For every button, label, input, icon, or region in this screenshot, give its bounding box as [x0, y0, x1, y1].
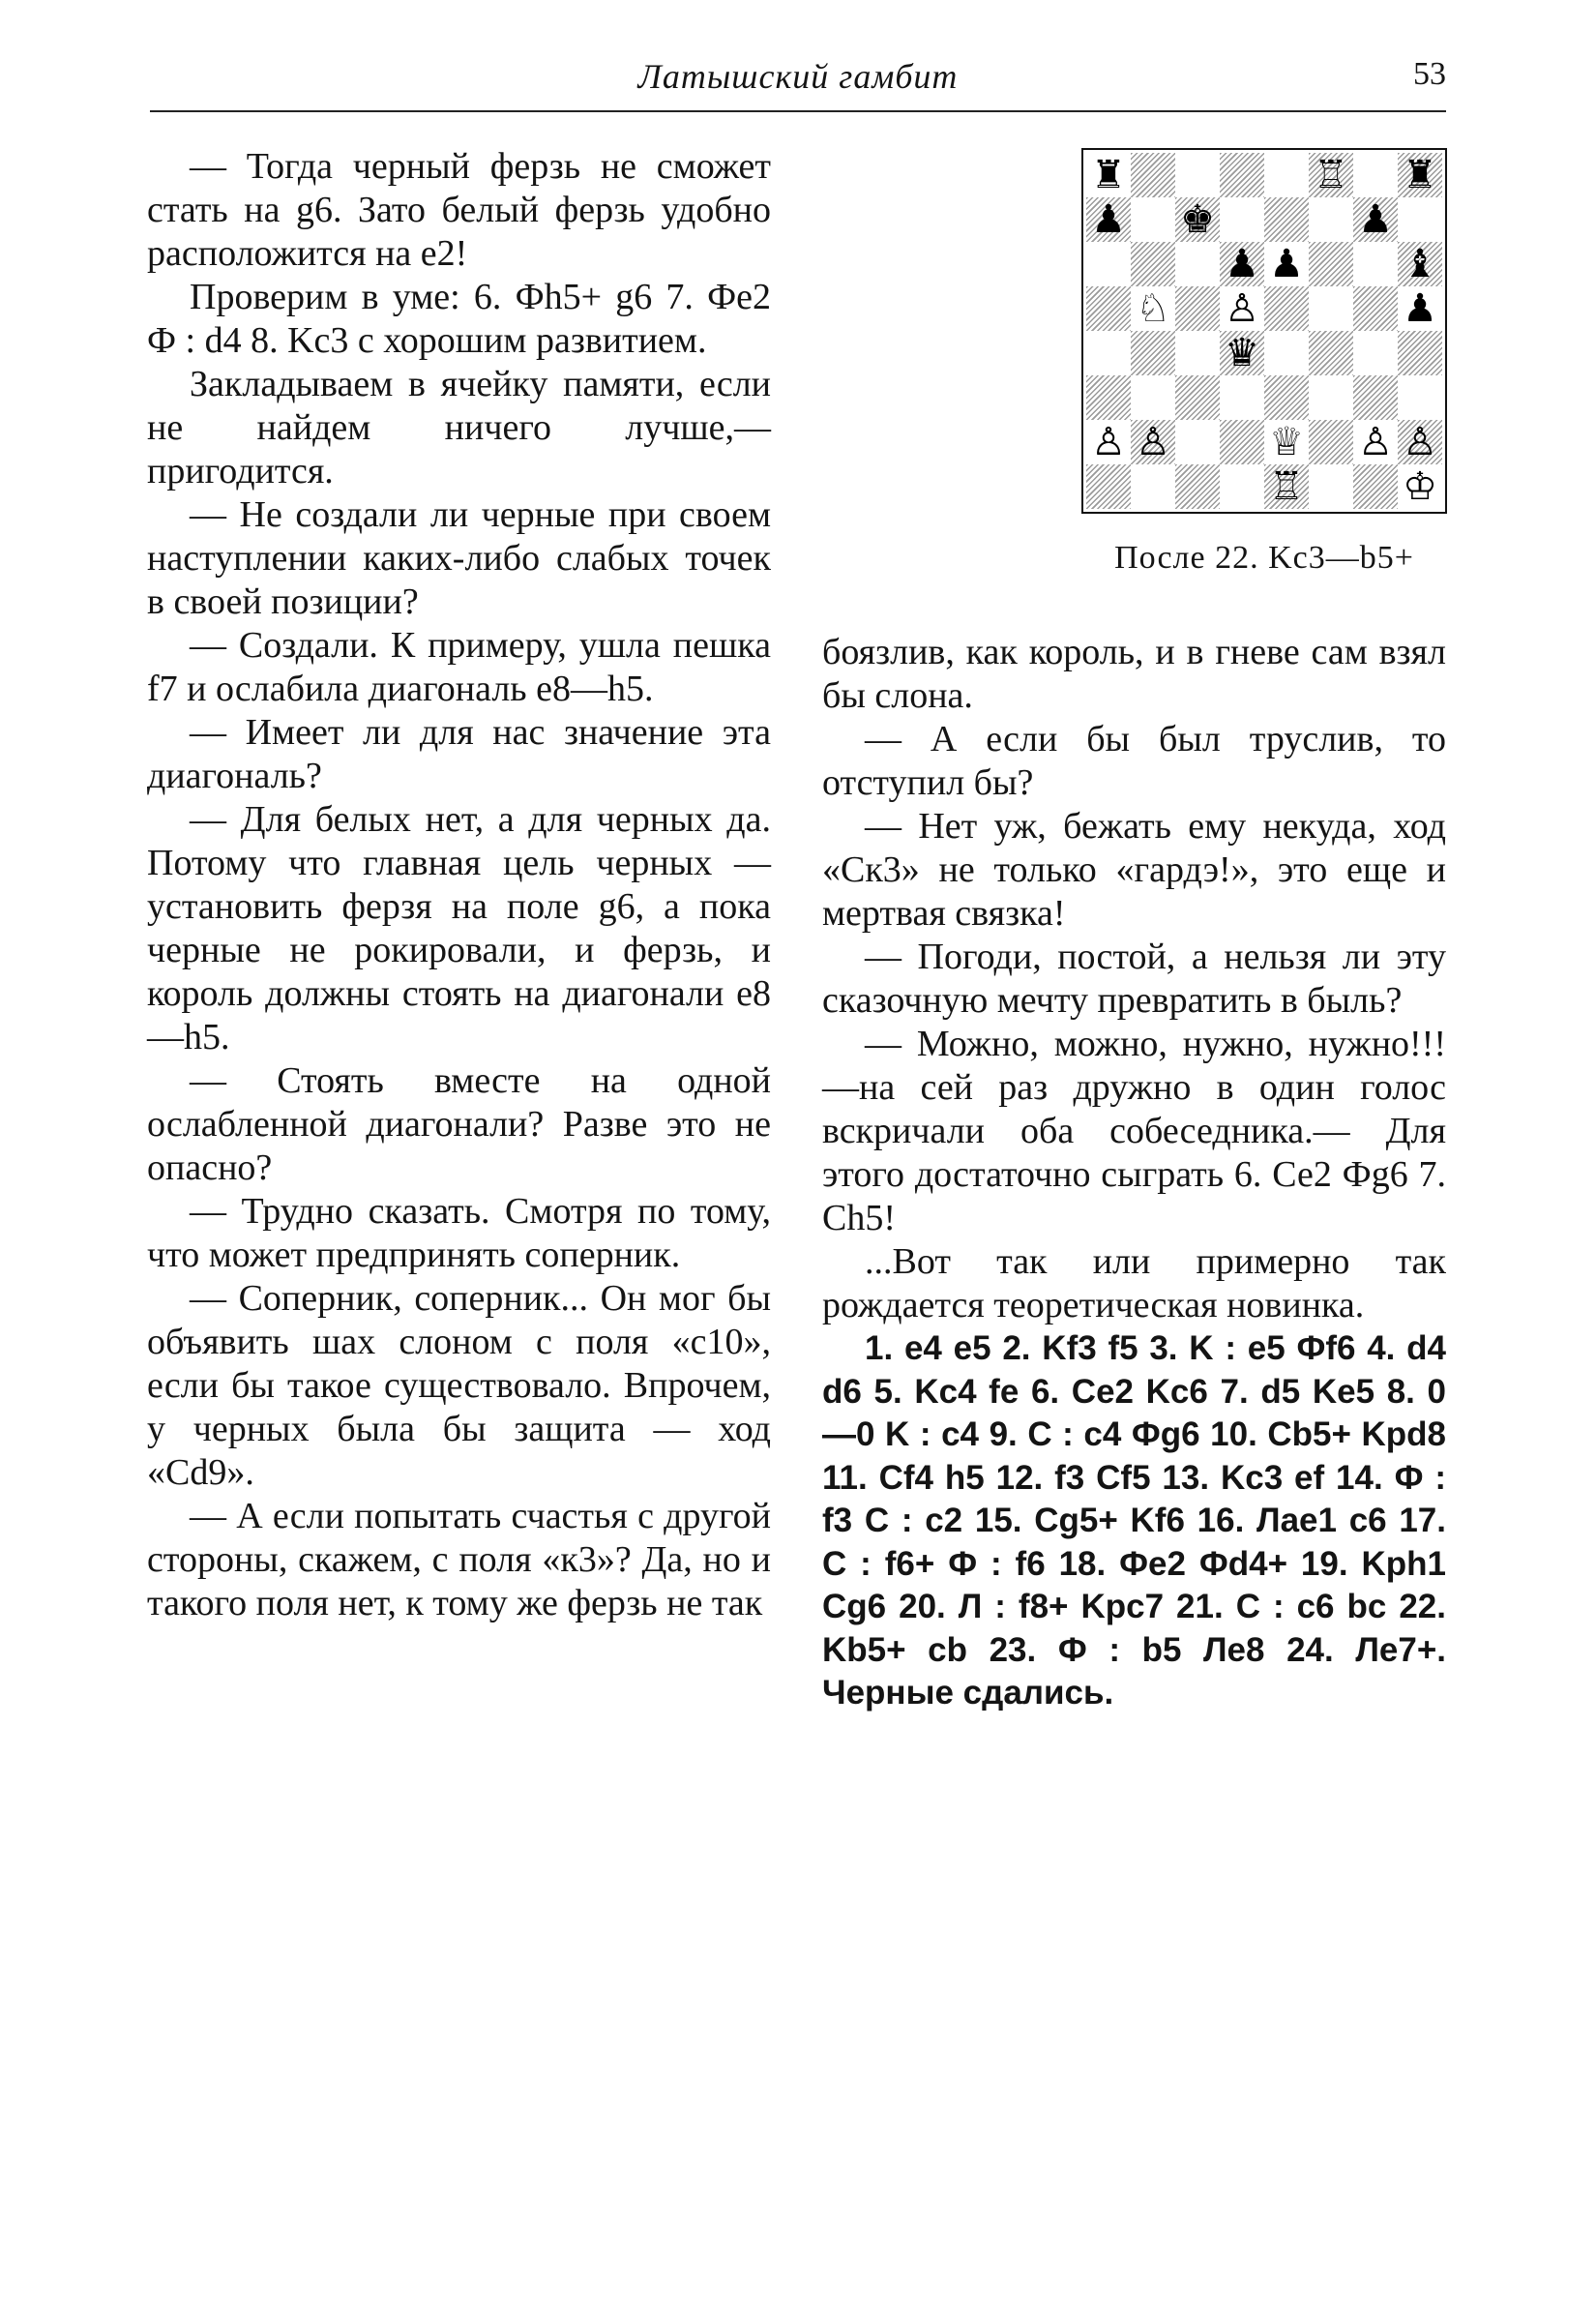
board-square	[1398, 153, 1442, 197]
board-square	[1086, 286, 1131, 331]
paragraph: — Соперник, соперник... Он мог бы объявить шах слоном с поля «c10», если бы такое существовало. Впрочем, у черных была бы защита — ход «Cd9».	[147, 1278, 771, 1493]
board-square	[1220, 420, 1264, 464]
board-square	[1309, 153, 1353, 197]
rook-black-icon: ♜	[1091, 153, 1126, 197]
paragraph: — Тогда черный ферзь не сможет стать на g6. Зато белый ферзь удобно расположится на e2!	[147, 146, 771, 274]
pawn-white-icon: ♙	[1403, 420, 1437, 464]
board-square	[1131, 153, 1175, 197]
board-square	[1398, 375, 1442, 420]
left-column	[147, 145, 771, 1625]
page-number: 53	[1413, 56, 1446, 92]
board-square	[1264, 153, 1309, 197]
board-square	[1175, 420, 1220, 464]
paragraph: — Трудно сказать. Смотря по тому, что может предпринять соперник.	[147, 1191, 771, 1275]
board-square	[1220, 331, 1264, 375]
board-square	[1264, 197, 1309, 242]
board-square	[1309, 242, 1353, 286]
board-square	[1309, 331, 1353, 375]
pawn-black-icon: ♟	[1225, 242, 1259, 286]
board-square	[1264, 464, 1309, 509]
board-square	[1264, 286, 1309, 331]
paragraph: — Погоди, постой, а нельзя ли эту сказочную мечту превратить в быль?	[822, 937, 1446, 1021]
board-square	[1175, 331, 1220, 375]
board-square	[1309, 375, 1353, 420]
page-header	[150, 56, 1446, 106]
board-square	[1398, 331, 1442, 375]
board-square	[1175, 375, 1220, 420]
board-square	[1398, 242, 1442, 286]
board-square	[1086, 153, 1131, 197]
pawn-white-icon: ♙	[1225, 286, 1259, 331]
pawn-black-icon: ♟	[1269, 242, 1304, 286]
paragraph: — Для белых нет, а для черных да. Потому что главная цель черных — установить ферзя на поле g6, а пока черные не рокировали, и ферзь, и король должны стоять на диагонали e8—h5.	[147, 799, 771, 1057]
paragraph: — Не создали ли черные при своем наступлении каких-либо слабых точек в своей позиции?	[147, 494, 771, 622]
chess-board	[1086, 153, 1442, 509]
queen-white-icon: ♕	[1269, 420, 1304, 464]
board-square	[1220, 153, 1264, 197]
board-square	[1264, 242, 1309, 286]
running-title: Латышский гамбит	[637, 57, 959, 96]
board-square	[1220, 464, 1264, 509]
queen-black-icon: ♛	[1225, 331, 1259, 375]
paragraph: Закладываем в ячейку памяти, если не найдем ничего лучше,— пригодится.	[147, 364, 771, 491]
rook-white-icon: ♖	[1314, 153, 1348, 197]
board-square	[1175, 153, 1220, 197]
paragraph: — Нет уж, бежать ему некуда, ход «Ск3» не только «гардэ!», это еще и мертвая связка!	[822, 806, 1446, 934]
diagram-caption: После 22. Kc3—b5+	[1114, 540, 1414, 576]
board-square	[1398, 286, 1442, 331]
pawn-white-icon: ♙	[1136, 420, 1170, 464]
paragraph: — Стоять вместе на одной ослабленной диагонали? Разве это не опасно?	[147, 1060, 771, 1188]
pawn-black-icon: ♟	[1358, 197, 1393, 242]
board-square	[1131, 286, 1175, 331]
board-square	[1131, 375, 1175, 420]
bishop-black-icon: ♝	[1403, 242, 1437, 286]
paragraph: — Имеет ли для нас значение эта диагональ?	[147, 712, 771, 796]
paragraph: ...Вот так или примерно так рождается теоретическая новинка.	[822, 1241, 1446, 1325]
king-black-icon: ♚	[1180, 197, 1215, 242]
paragraph: — А если бы был труслив, то отступил бы?	[822, 719, 1446, 803]
board-square	[1175, 286, 1220, 331]
board-square	[1353, 197, 1398, 242]
rook-black-icon: ♜	[1403, 153, 1437, 197]
board-square	[1353, 286, 1398, 331]
board-square	[1086, 375, 1131, 420]
right-column	[822, 631, 1446, 1715]
board-square	[1353, 375, 1398, 420]
board-square	[1398, 464, 1442, 509]
board-square	[1309, 197, 1353, 242]
paragraph: — Можно, можно, нужно, нужно!!!—на сей раз дружно в один голос вскричали оба собеседника.— Для этого достаточно сыграть 6. Се2 Фg6 7. Ch5!	[822, 1024, 1446, 1238]
board-square	[1309, 420, 1353, 464]
board-square	[1086, 420, 1131, 464]
board-square	[1398, 197, 1442, 242]
pawn-white-icon: ♙	[1358, 420, 1393, 464]
board-square	[1220, 286, 1264, 331]
board-square	[1353, 464, 1398, 509]
pawn-white-icon: ♙	[1091, 420, 1126, 464]
game-moves: 1. e4 e5 2. Kf3 f5 3. K : e5 Фf6 4. d4 d6 5. Kc4 fe 6. Ce2 Kc6 7. d5 Ke5 8. 0—0 K : c4 9. C : c4 Фg6 10. Cb5+ Kpd8 11. Cf4 h5 12. f3 Cf5 13. Kc3 ef 14. Ф : f3 C : c2 15. Cg5+ Kf6 16. Лae1 c6 17. C : f6+ Ф : f6 18. Фe2 Фd4+ 19. Kph1 Cg6 20. Л : f8+ Kpc7 21. C : c6 bc 22. Kb5+ cb 23. Ф : b5 Лe8 24. Лe7+. Черные сдались.	[822, 1329, 1446, 1712]
board-square	[1264, 420, 1309, 464]
board-square	[1220, 242, 1264, 286]
board-square	[1309, 464, 1353, 509]
king-white-icon: ♔	[1403, 464, 1437, 509]
board-square	[1175, 197, 1220, 242]
board-square	[1353, 242, 1398, 286]
paragraph: Проверим в уме: 6. Фh5+ g6 7. Фе2 Ф : d4 8. Kc3 с хорошим развитием.	[147, 277, 771, 361]
board-square	[1398, 420, 1442, 464]
board-square	[1264, 375, 1309, 420]
header-divider	[150, 110, 1446, 112]
pawn-black-icon: ♟	[1403, 286, 1437, 331]
board-square	[1309, 286, 1353, 331]
board-square	[1131, 331, 1175, 375]
board-square	[1353, 420, 1398, 464]
board-square	[1131, 242, 1175, 286]
knight-white-icon: ♘	[1136, 286, 1170, 331]
board-square	[1086, 197, 1131, 242]
paragraph: боязлив, как король, и в гневе сам взял бы слона.	[822, 632, 1446, 716]
board-square	[1086, 464, 1131, 509]
paragraph: — А если попытать счастья с другой стороны, скажем, с поля «к3»? Да, но и такого поля нет, к тому же ферзь не так	[147, 1496, 771, 1623]
board-square	[1086, 331, 1131, 375]
chess-diagram	[1081, 148, 1447, 514]
board-square	[1175, 464, 1220, 509]
board-square	[1086, 242, 1131, 286]
board-square	[1353, 331, 1398, 375]
board-square	[1131, 420, 1175, 464]
board-square	[1220, 375, 1264, 420]
pawn-black-icon: ♟	[1091, 197, 1126, 242]
board-square	[1131, 464, 1175, 509]
paragraph: — Создали. К примеру, ушла пешка f7 и ослабила диагональ e8—h5.	[147, 625, 771, 709]
board-square	[1220, 197, 1264, 242]
board-square	[1131, 197, 1175, 242]
board-square	[1175, 242, 1220, 286]
board-square	[1264, 331, 1309, 375]
board-square	[1353, 153, 1398, 197]
rook-white-icon: ♖	[1269, 464, 1304, 509]
